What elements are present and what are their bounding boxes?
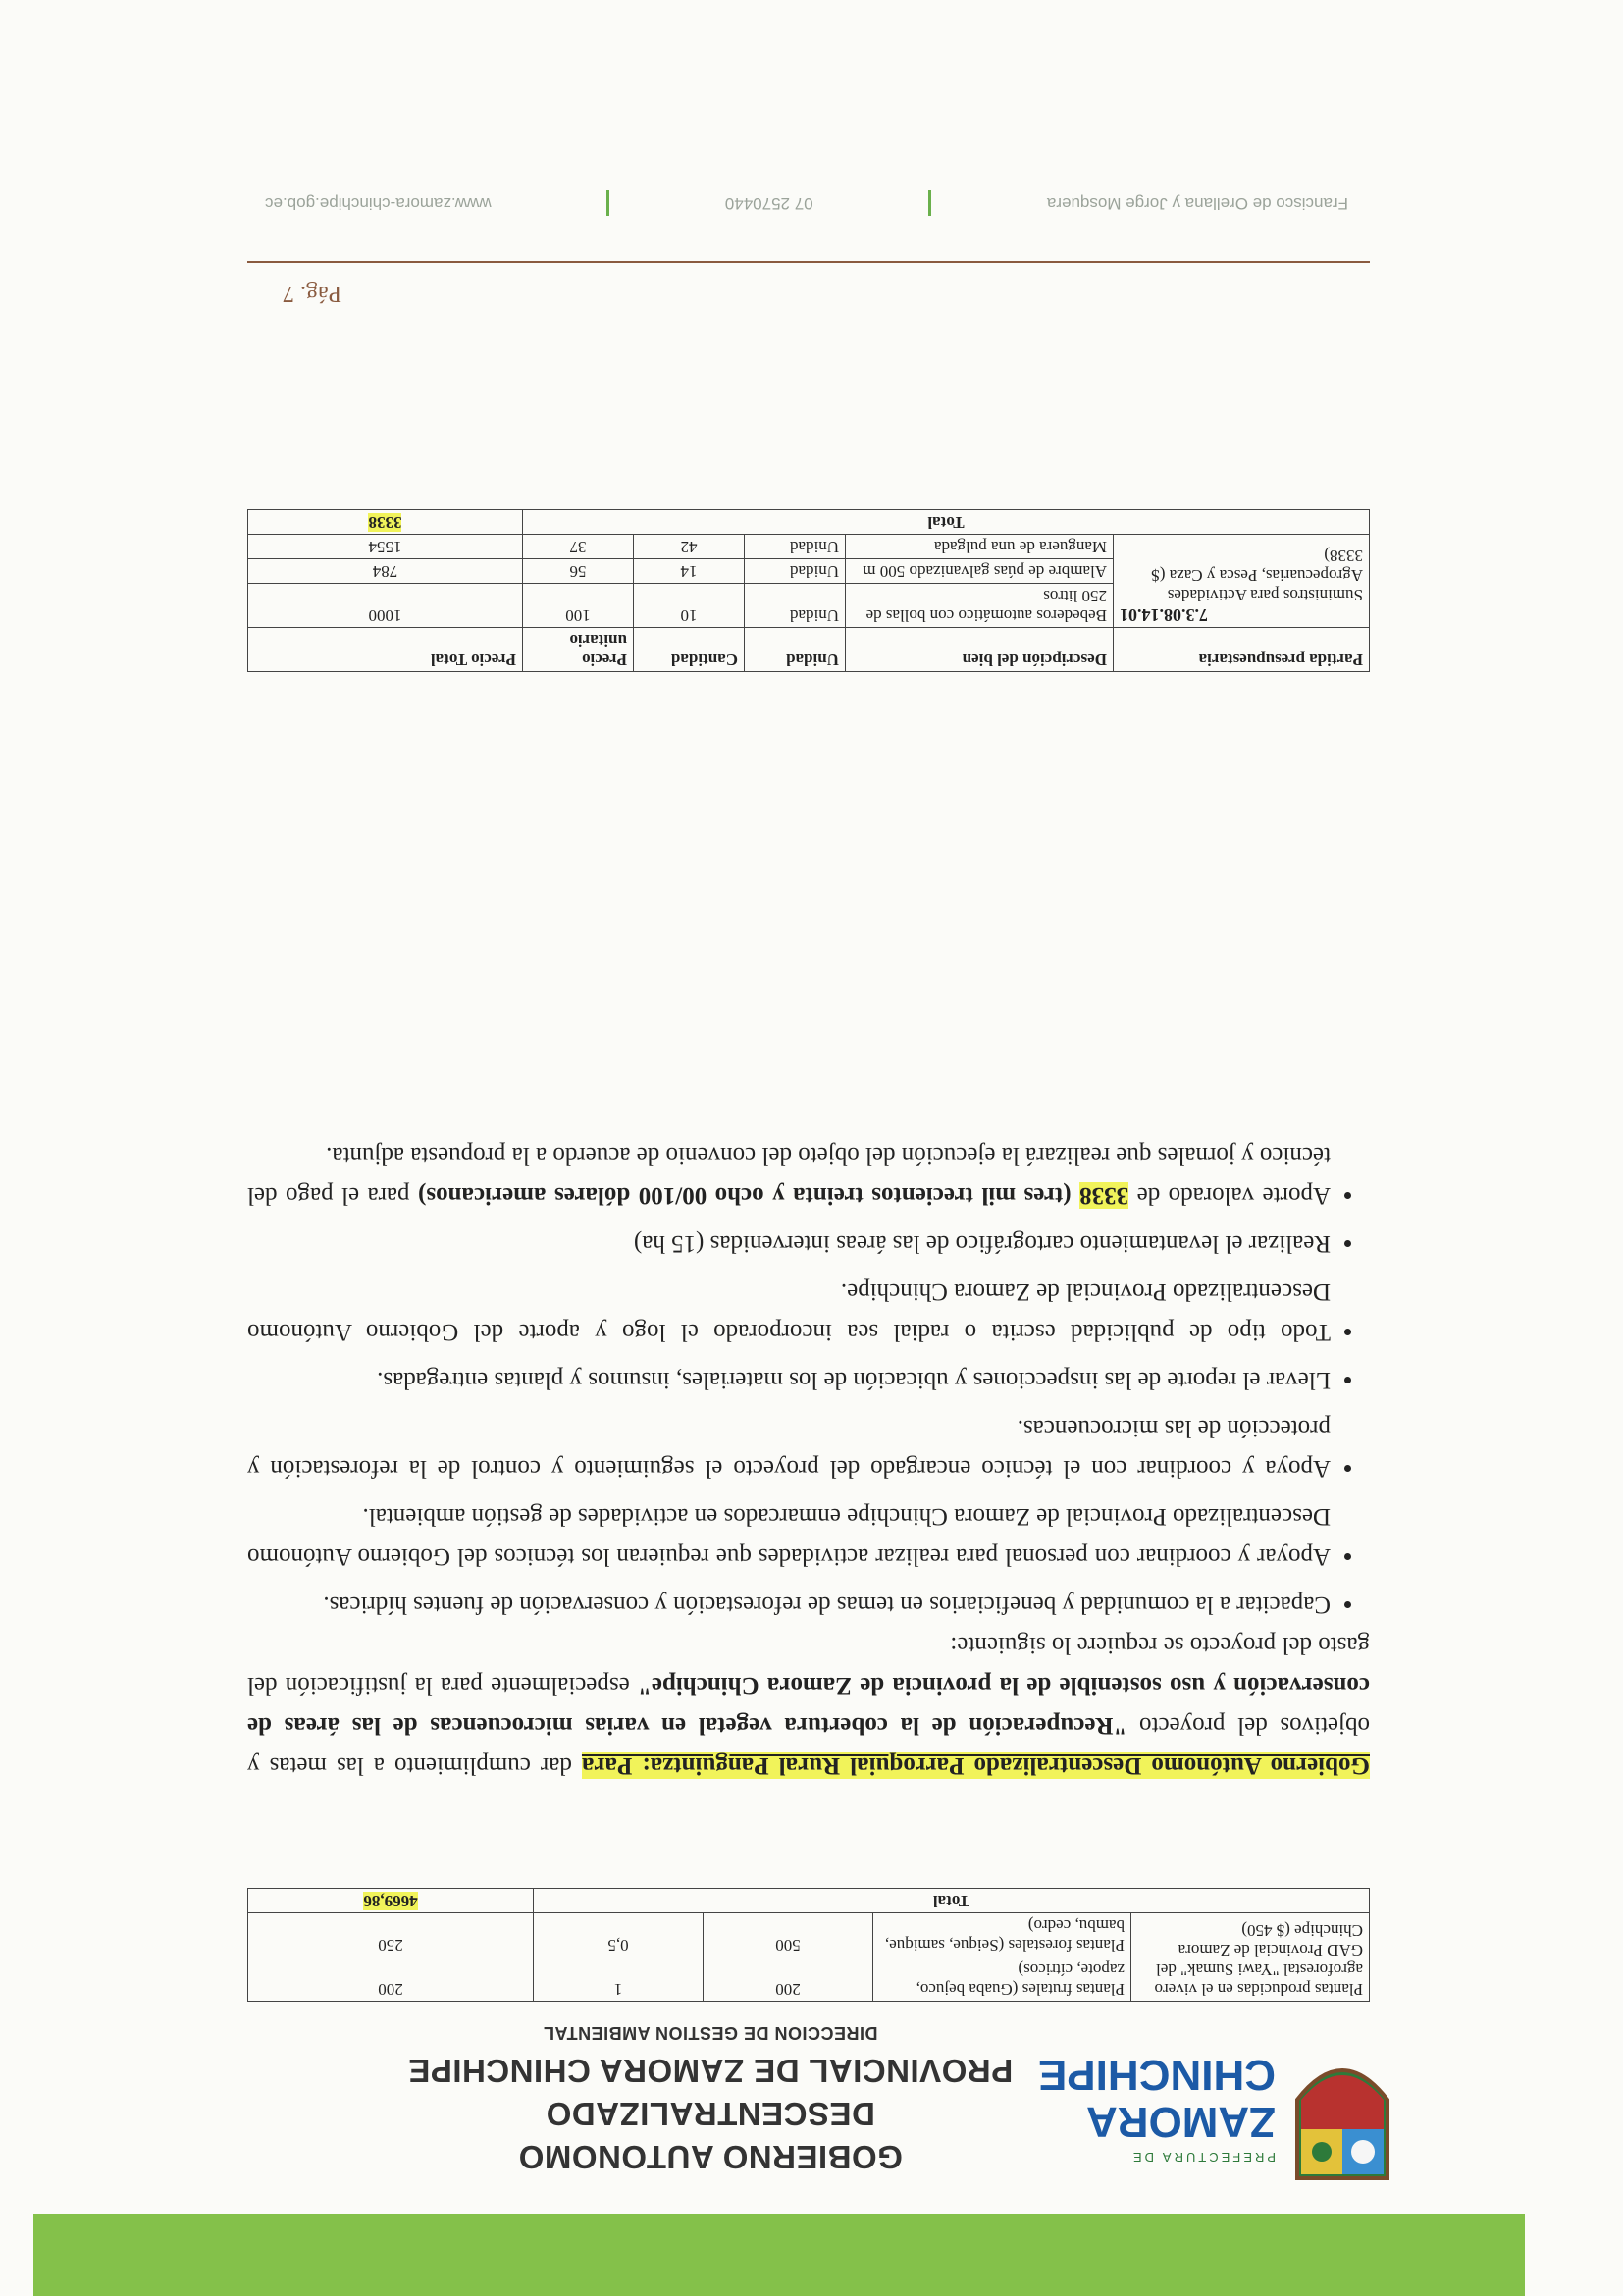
footer-website: www.zamora-chinchipe.gob.ec: [265, 194, 492, 213]
table-cell: 1000: [248, 584, 523, 628]
table-cell: Unidad: [745, 559, 846, 584]
table-cell: Unidad: [745, 535, 846, 559]
table-cell: Bebederos automático con bollas de 250 litros: [846, 584, 1114, 628]
logo-top-text: PREFECTURA DE: [1129, 2150, 1276, 2165]
org-title-line2: PROVINCIAL DE ZAMORA CHINCHIPE: [407, 2053, 1014, 2089]
table-cell: Plantas frutales (Guaba bejuco, zapote, cítricos): [873, 1957, 1131, 2002]
table-cell: 200: [248, 1957, 534, 2002]
header-green-bar: [33, 2214, 1525, 2296]
logo-main2-text: CHINCHIPE: [1037, 2051, 1276, 2099]
column-header: Descripción del bien: [846, 628, 1114, 672]
list-item: • Apoyar y coordinar con personal para realizar actividades que requieran los técnicos del Gobierno Autónomo Descentralizado Provincial de Zamora Chinchipe enmarcados en actividades de gestión ambiental.: [247, 1496, 1331, 1577]
list-item: • Llevar el reporte de las inspecciones y ubicación de los materiales, insumos y plantas entregadas.: [247, 1360, 1331, 1400]
table-cell: 14: [634, 559, 745, 584]
aporte-amount: 3338: [1079, 1182, 1129, 1209]
intro-text-end: especialmente para la justificación del gasto del proyecto se requiere lo siguiente:: [247, 1632, 1370, 1698]
table-cell: 250: [248, 1913, 534, 1957]
header-titles: [396, 2022, 1024, 2178]
list-item: • Realizar el levantamiento cartográfico de las áreas intervenidas (15 ha): [247, 1224, 1331, 1264]
page-number: Pág. 7: [283, 281, 341, 306]
partida-code: 7.3.08.14.01: [1120, 605, 1208, 625]
table-cell: Manguera de una pulgada: [846, 535, 1114, 559]
intro-paragraph: [247, 1625, 1370, 1786]
list-item: [247, 1135, 1331, 1216]
aporte-words: (tres mil trecientos treinta y ocho 00/100 dólares americanos): [418, 1182, 1080, 1209]
table-total-value: 3338: [368, 513, 402, 532]
table-total-label: Total: [534, 1889, 1370, 1913]
body-text: [247, 1127, 1370, 1786]
footer-divider: [247, 261, 1370, 263]
table-cell: 1: [534, 1957, 704, 2002]
table-budget: [247, 509, 1370, 672]
footer-address: Francisco de Orellana y Jorge Mosquera: [1046, 194, 1348, 213]
partida-desc: Suministros para Actividades Agropecuarias, Pesca y Caza ($ 3338): [1151, 547, 1363, 604]
footer-contact: [265, 190, 1348, 216]
table-cell: 500: [704, 1913, 873, 1957]
project-name: "Recuperación de la cobertura vegetal en varias microcuencas de las áreas de conservación y uso sostenible de la provincia de Zamora Chinchipe": [247, 1672, 1370, 1739]
list-item: • Capacitar a la comunidad y beneficiarios en temas de reforestación y conservación de fuentes hídricas.: [247, 1585, 1331, 1625]
department-title: DIRECCION DE GESTION AMBIENTAL: [543, 2023, 878, 2043]
entity-name-highlight: Gobierno Autónomo Descentralizado Parroquial Rural Panguintza: Para: [581, 1752, 1370, 1779]
list-item: • Apoya y coordinar con el técnico encargado del proyecto el seguimiento y control de la reforestación y protección de las microcuencas.: [247, 1408, 1331, 1488]
column-header: Cantidad: [634, 628, 745, 672]
table-cell: 100: [523, 584, 634, 628]
intro-text: dar cumplimiento a las metas y objetivos del proyecto: [247, 1712, 1370, 1779]
logo-main1-text: ZAMORA: [1085, 2098, 1276, 2146]
table-plants: [247, 1888, 1370, 2002]
aporte-text: Aporte valorado de: [1128, 1182, 1331, 1209]
table-cell: 56: [523, 559, 634, 584]
table-cell: 1554: [248, 535, 523, 559]
table-row: [248, 584, 1370, 628]
table-total-row: [248, 1889, 1370, 1913]
table-header-row: [248, 628, 1370, 672]
table-cell: Alambre de púas galvanizado 500 m: [846, 559, 1114, 584]
footer-phone: 07 2570440: [724, 194, 813, 213]
list-item: • Todo tipo de publicidad escrita o radial sea incorporado el logo y aporte del Gobierno Autónomo Descentralizado Provincial de Zamora Chinchipe.: [247, 1272, 1331, 1352]
table-cell: 784: [248, 559, 523, 584]
table-row: [248, 1957, 1370, 2002]
table-cell: [1114, 535, 1370, 628]
table-total-value: 4669,86: [363, 1892, 418, 1910]
column-header: Precio Total: [248, 628, 523, 672]
requirements-list: [247, 1135, 1370, 1625]
table-cell: 10: [634, 584, 745, 628]
table-cell: 37: [523, 535, 634, 559]
table-cell: Plantas forestales (Seique, samique, bambu, cedro): [873, 1913, 1131, 1957]
table-cell: 200: [704, 1957, 873, 2002]
footer-separator: [928, 190, 931, 216]
column-header: Partida presupuestaria: [1114, 628, 1370, 672]
org-title-line1: GOBIERNO AUTONOMO DESCENTRALIZADO: [518, 2096, 903, 2175]
table-total-row: [248, 510, 1370, 535]
table-total-label: Total: [523, 510, 1370, 535]
aporte-text-end: para el pago del técnico y jornales que realizará la ejecución del objeto del convenio de acuerdo a la propuesta adjunta.: [246, 1142, 1331, 1209]
footer-separator: [606, 190, 609, 216]
table-cell: 42: [634, 535, 745, 559]
column-header: Unidad: [745, 628, 846, 672]
table-cell: 0,5: [534, 1913, 704, 1957]
column-header: Precio unitario: [523, 628, 634, 672]
table-cell: Unidad: [745, 584, 846, 628]
table-cell: Plantas producidas en el vivero agroforestal "Yawi Sumak" del GAD Provincial de Zamora Chinchipe ($ 450): [1131, 1913, 1370, 2002]
